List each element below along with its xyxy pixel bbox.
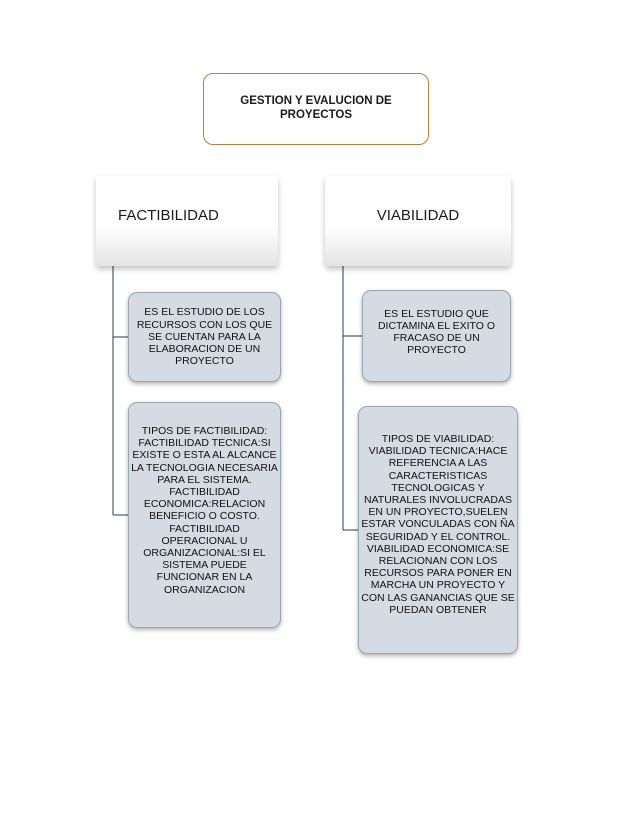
viabilidad-types-title: TIPOS DE VIABILIDAD: bbox=[381, 433, 495, 445]
root-title-text: GESTION Y EVALUCION DE PROYECTOS bbox=[240, 95, 392, 121]
factibilidad-definition-box bbox=[128, 292, 281, 382]
root-title-box bbox=[203, 73, 429, 145]
viabilidad-definition-text: ES EL ESTUDIO QUE DICTAMINA EL EXITO O FRACASO DE UN PROYECTO bbox=[377, 307, 496, 357]
viabilidad-definition-box bbox=[362, 290, 511, 382]
viabilidad-heading: VIABILIDAD bbox=[376, 206, 460, 224]
viabilidad-tecnica-item: VIABILIDAD TECNICA:HACE REFERENCIA A LAS CARACTERISTICAS TECNOLOGICAS Y NATURALES INVOLUCRADAS EN UN PROYECTO,SUELEN ESTAR VONCULADAS CON ÑA SEGURIDAD Y EL CONTROL. bbox=[361, 445, 515, 543]
factibilidad-operacional-item: FACTIBILIDAD OPERACIONAL U ORGANIZACIONAL:SI EL SISTEMA PUEDE FUNCIONAR EN LA ORGANIZACION bbox=[143, 522, 266, 596]
viabilidad-header bbox=[325, 176, 511, 266]
viabilidad-economica-item: VIABILIDAD ECONOMICA:SE RELACIONAN CON LOS RECURSOS PARA PONER EN MARCHA UN PROYECTO Y CON LAS GANANCIAS QUE SE PUEDAN OBTENER bbox=[361, 542, 515, 616]
factibilidad-types-title: TIPOS DE FACTIBILIDAD: bbox=[141, 425, 268, 437]
viabilidad-types-box bbox=[358, 406, 518, 654]
factibilidad-types-box bbox=[128, 402, 281, 628]
factibilidad-heading: FACTIBILIDAD bbox=[118, 206, 219, 224]
factibilidad-header bbox=[96, 176, 278, 266]
factibilidad-economica-item: FACTIBILIDAD ECONOMICA:RELACION BENEFICIO O COSTO. bbox=[143, 486, 266, 523]
factibilidad-tecnica-item: FACTIBILIDAD TECNICA:SI EXISTE O ESTA AL ALCANCE LA TECNOLOGIA NECESARIA PARA EL SISTEMA. bbox=[131, 437, 278, 486]
factibilidad-definition-text: ES EL ESTUDIO DE LOS RECURSOS CON LOS QUE SE CUENTAN PARA LA ELABORACION DE UN PROYECTO bbox=[136, 306, 273, 368]
